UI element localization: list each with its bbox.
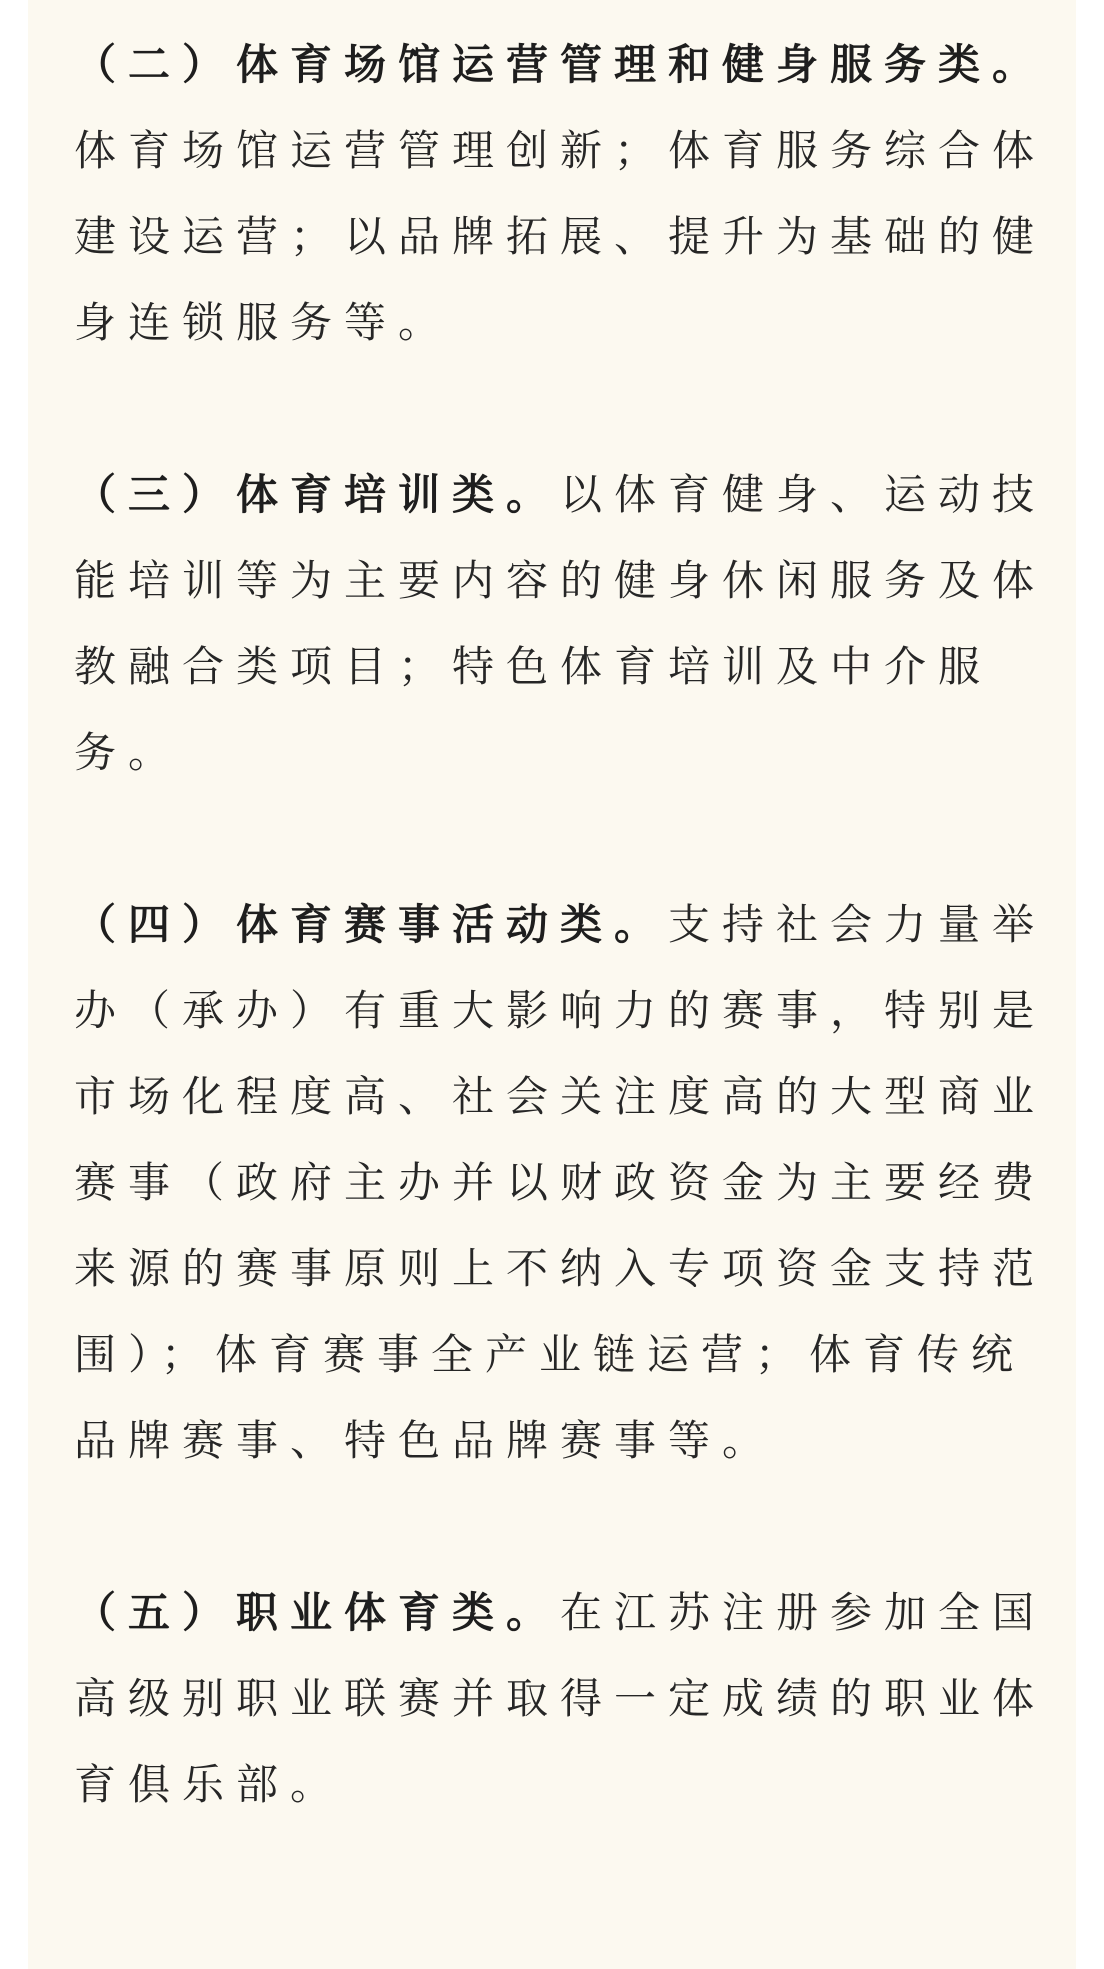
section-text: 在江苏注册参加全国高级别职业联赛并取得一定成绩的职业体育俱乐部。: [74, 1588, 1047, 1809]
section-professional-sports: [74, 1570, 1054, 1828]
section-sports-events: [74, 882, 1054, 1484]
section-heading: （五）职业体育类。: [74, 1588, 561, 1637]
article-page: [28, 0, 1076, 1969]
section-sports-venue-operation: [74, 22, 1054, 366]
article-body: [74, 22, 1054, 1828]
section-text: 以体育健身、运动技能培训等为主要内容的健身休闲服务及体教融合类项目；特色体育培训及中介服务。: [74, 470, 1047, 777]
section-heading: （二）体育场馆运营管理和健身服务类。: [74, 40, 1047, 89]
section-heading: （四）体育赛事活动类。: [74, 900, 669, 949]
section-sports-training: [74, 452, 1054, 796]
section-text: 支持社会力量举办（承办）有重大影响力的赛事，特别是市场化程度高、社会关注度高的大型商业赛事（政府主办并以财政资金为主要经费来源的赛事原则上不纳入专项资金支持范围）；体育赛事全产业链运营；体育传统品牌赛事、特色品牌赛事等。: [74, 900, 1047, 1465]
section-heading: （三）体育培训类。: [74, 470, 561, 519]
section-text: 体育场馆运营管理创新；体育服务综合体建设运营；以品牌拓展、提升为基础的健身连锁服务等。: [74, 126, 1047, 347]
